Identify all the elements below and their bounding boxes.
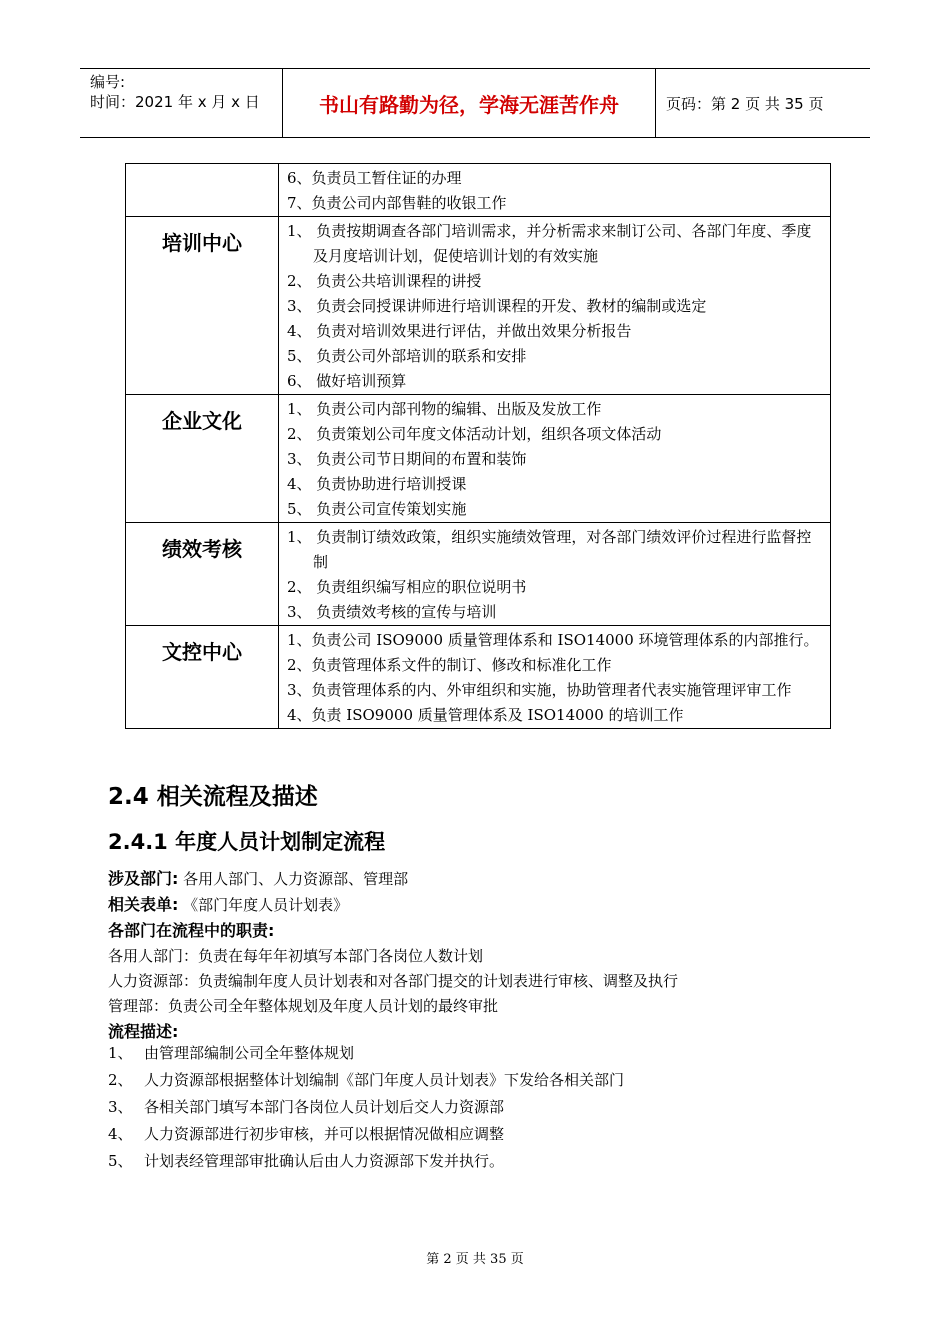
duty-item: 2、 负责公共培训课程的讲授 bbox=[287, 272, 482, 290]
duty-row bbox=[126, 626, 831, 729]
step-text: 由管理部编制公司全年整体规划 bbox=[144, 1044, 355, 1062]
step-item bbox=[108, 1121, 624, 1148]
duty-row bbox=[126, 523, 831, 626]
duty-item: 5、 负责公司宣传策划实施 bbox=[287, 500, 467, 518]
forms-line bbox=[108, 892, 828, 918]
step-text: 各相关部门填写本部门各岗位人员计划后交人力资源部 bbox=[144, 1098, 505, 1116]
process-label: 流程描述: bbox=[108, 1022, 179, 1041]
dept-duties bbox=[279, 164, 831, 217]
forms-value: 《部门年度人员计划表》 bbox=[178, 896, 349, 914]
process-steps bbox=[108, 1040, 624, 1175]
duty-item: 6、 做好培训预算 bbox=[287, 372, 407, 390]
duty-item: 4、 负责对培训效果进行评估，并做出效果分析报告 bbox=[287, 322, 632, 340]
section-heading: 2.4 相关流程及描述 bbox=[108, 784, 318, 810]
step-number: 2、 bbox=[108, 1071, 133, 1089]
duty-item: 各用人部门：负责在每年年初填写本部门各岗位人数计划 bbox=[108, 947, 484, 965]
duty-item: 人力资源部：负责编制年度人员计划表和对各部门提交的计划表进行审核、调整及执行 bbox=[108, 972, 679, 990]
depts-line bbox=[108, 866, 828, 892]
duty-row bbox=[126, 164, 831, 217]
duty-item: 6、负责员工暂住证的办理 bbox=[287, 169, 462, 187]
step-item bbox=[108, 1040, 624, 1067]
duties-line bbox=[108, 918, 828, 944]
step-number: 5、 bbox=[108, 1152, 133, 1170]
step-text: 人力资源部根据整体计划编制《部门年度人员计划表》下发给各相关部门 bbox=[144, 1071, 625, 1089]
duty-item: 3、负责管理体系的内、外审组织和实施，协助管理者代表实施管理评审工作 bbox=[287, 681, 792, 699]
duty-item: 4、负责 ISO9000 质量管理体系及 ISO14000 的培训工作 bbox=[287, 706, 684, 724]
step-item bbox=[108, 1094, 624, 1121]
time-label: 时间：2021 年 x 月 x 日 bbox=[90, 93, 260, 111]
duty-item: 7、负责公司内部售鞋的收银工作 bbox=[287, 194, 507, 212]
dept-name: 绩效考核 bbox=[126, 523, 279, 626]
step-number: 4、 bbox=[108, 1125, 133, 1143]
header-meta bbox=[80, 69, 280, 137]
depts-value: 各用人部门、人力资源部、管理部 bbox=[178, 870, 409, 888]
duties-label: 各部门在流程中的职责: bbox=[108, 921, 275, 940]
header-motto: 书山有路勤为径，学海无涯苦作舟 bbox=[282, 69, 656, 137]
duty-item: 1、 负责按期调查各部门培训需求，并分析需求来制订公司、各部门年度、季度及月度培训计划，促使培训计划的有效实施 bbox=[287, 222, 812, 265]
duty-item: 3、 负责公司节日期间的布置和装饰 bbox=[287, 450, 527, 468]
duty-item: 管理部：负责公司全年整体规划及年度人员计划的最终审批 bbox=[108, 997, 499, 1015]
dept-name: 培训中心 bbox=[126, 217, 279, 395]
dept-name bbox=[126, 164, 279, 217]
duty-item: 1、负责公司 ISO9000 质量管理体系和 ISO14000 环境管理体系的内部推行。 bbox=[287, 631, 819, 649]
step-number: 3、 bbox=[108, 1098, 133, 1116]
process-info bbox=[108, 866, 828, 1045]
dept-duties bbox=[279, 626, 831, 729]
duty-row bbox=[126, 217, 831, 395]
subsection-heading: 2.4.1 年度人员计划制定流程 bbox=[108, 830, 386, 854]
number-label: 编号: bbox=[90, 73, 126, 91]
duty-item: 3、 负责会同授课讲师进行培训课程的开发、教材的编制或选定 bbox=[287, 297, 707, 315]
header-page-info: 页码：第 2 页 共 35 页 bbox=[666, 94, 824, 113]
dept-duties bbox=[279, 217, 831, 395]
step-item bbox=[108, 1148, 624, 1175]
duty-item: 4、 负责协助进行培训授课 bbox=[287, 475, 467, 493]
duty-row bbox=[126, 395, 831, 523]
dept-name: 企业文化 bbox=[126, 395, 279, 523]
duty-item: 3、 负责绩效考核的宣传与培训 bbox=[287, 603, 497, 621]
step-number: 1、 bbox=[108, 1044, 133, 1062]
page-header bbox=[80, 68, 870, 138]
page-footer: 第 2 页 共 35 页 bbox=[426, 1252, 524, 1267]
forms-label: 相关表单: bbox=[108, 895, 179, 914]
dept-duties bbox=[279, 523, 831, 626]
step-text: 人力资源部进行初步审核，并可以根据情况做相应调整 bbox=[144, 1125, 505, 1143]
depts-label: 涉及部门: bbox=[108, 869, 179, 888]
dept-duties bbox=[279, 395, 831, 523]
duty-table bbox=[125, 163, 831, 729]
step-text: 计划表经管理部审批确认后由人力资源部下发并执行。 bbox=[144, 1152, 505, 1170]
dept-name: 文控中心 bbox=[126, 626, 279, 729]
step-item bbox=[108, 1067, 624, 1094]
duty-item: 2、 负责组织编写相应的职位说明书 bbox=[287, 578, 527, 596]
duty-item: 5、 负责公司外部培训的联系和安排 bbox=[287, 347, 527, 365]
duty-item: 1、 负责制订绩效政策，组织实施绩效管理，对各部门绩效评价过程进行监督控制 bbox=[287, 528, 812, 571]
duty-item: 2、负责管理体系文件的制订、修改和标准化工作 bbox=[287, 656, 612, 674]
duty-item: 2、 负责策划公司年度文体活动计划，组织各项文体活动 bbox=[287, 425, 662, 443]
duty-item: 1、 负责公司内部刊物的编辑、出版及发放工作 bbox=[287, 400, 602, 418]
